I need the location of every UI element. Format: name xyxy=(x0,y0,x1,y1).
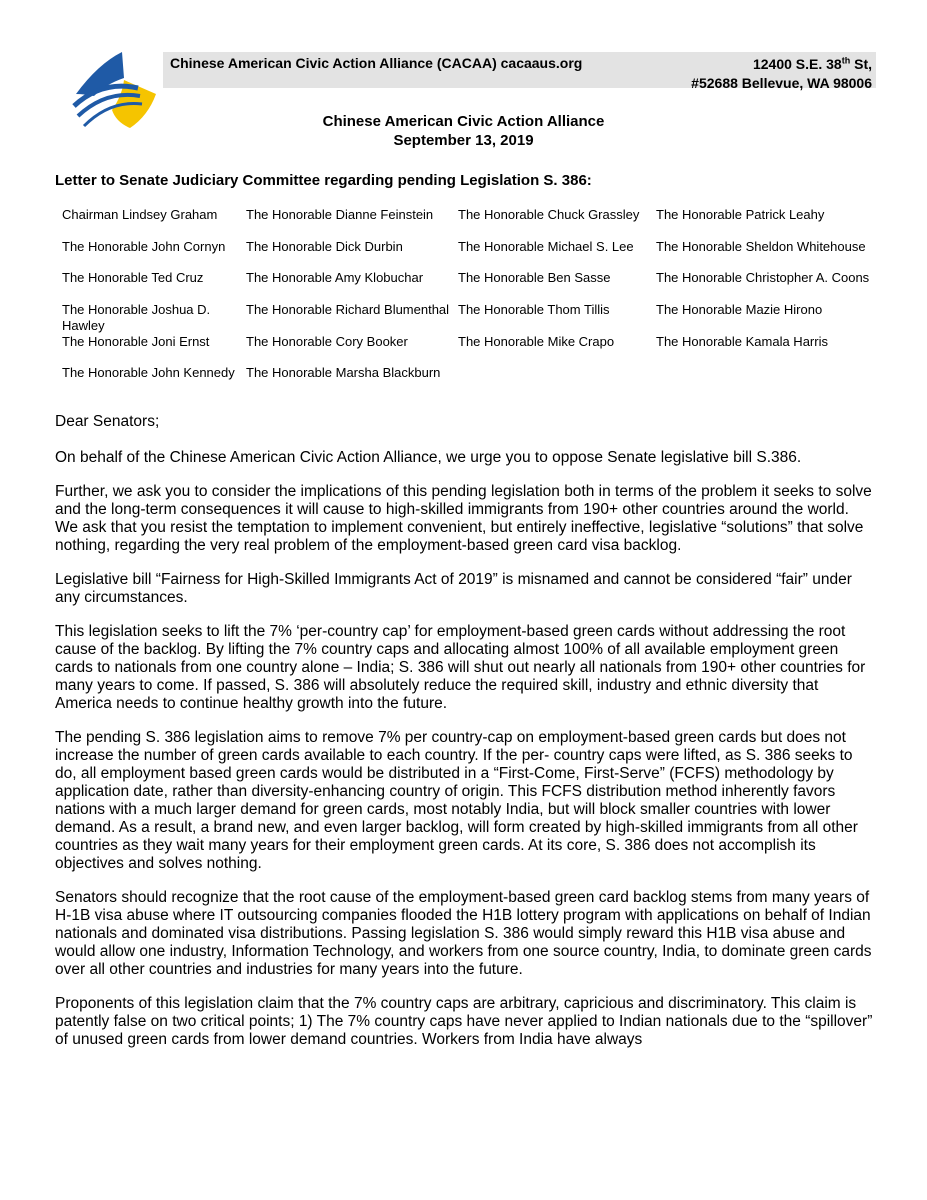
body-paragraph: Proponents of this legislation claim that the 7% country caps are arbitrary, capricious and discriminatory. This claim is patently false on two critical points; 1) The 7% country caps have never applied to Indian nationals due to the “spillover” of unused green cards from lower demand countries. Workers from India have always xyxy=(55,995,873,1048)
senator-name: The Honorable Ted Cruz xyxy=(62,270,204,285)
senator-name: The Honorable Chuck Grassley xyxy=(458,207,640,222)
title-org: Chinese American Civic Action Alliance xyxy=(322,113,605,130)
senator-row xyxy=(62,207,892,239)
senator-name: The Honorable Sheldon Whitehouse xyxy=(656,238,866,254)
senator-row xyxy=(62,239,892,271)
senator-name: The Honorable Dianne Feinstein xyxy=(246,207,434,222)
senator-name xyxy=(656,365,892,397)
senator-name: The Honorable Michael S. Lee xyxy=(458,238,634,254)
senator-name: The Honorable Dick Durbin xyxy=(246,238,403,254)
senator-name: The Honorable Cory Booker xyxy=(246,333,408,349)
letter-body xyxy=(55,413,875,1065)
letter-title xyxy=(0,112,927,150)
salutation: Dear Senators; xyxy=(55,413,160,430)
address-line-1: 12400 S.E. 38th St, xyxy=(752,55,872,72)
senator-row xyxy=(62,270,892,302)
senator-name: The Honorable Kamala Harris xyxy=(656,333,828,349)
body-paragraph: The pending S. 386 legislation aims to remove 7% per country-cap on employment-based green cards but does not increase the number of green cards available to each country. If the per- country caps were lifted, as S. 386 seeks to do, all employment based green cards would be distributed in a “First-Come, First-Serve” (FCFS) methodology by application date, rather than diversity-enhancing country of origin. This FCFS distribution method inherently favors nations with a much larger demand for green cards, most notably India, but will block smaller countries with lower demand. As a result, a brand new, and even larger backlog, will form created by high-skilled immigrants from all other countries as they wait many years for their employment green cards. At its core, S. 386 does not accomplish its objectives and solves nothing. xyxy=(55,729,858,872)
title-date: September 13, 2019 xyxy=(393,132,534,149)
letterhead-org-line: Chinese American Civic Action Alliance (CACAA) cacaaus.org xyxy=(170,55,583,71)
senator-name: The Honorable John Cornyn xyxy=(62,238,226,254)
senator-recipient-grid xyxy=(62,207,892,397)
letterhead-address xyxy=(691,55,872,93)
senator-name: The Honorable Richard Blumenthal xyxy=(246,301,450,317)
senator-name: The Honorable Amy Klobuchar xyxy=(246,270,424,285)
senator-name: The Honorable Joni Ernst xyxy=(62,333,210,349)
body-paragraph: On behalf of the Chinese American Civic Action Alliance, we urge you to oppose Senate legislative bill S.386. xyxy=(55,449,802,466)
senator-name: The Honorable Patrick Leahy xyxy=(656,207,825,222)
senator-row xyxy=(62,302,892,334)
senator-name: The Honorable Joshua D. Hawley xyxy=(62,301,211,333)
senator-name: Chairman Lindsey Graham xyxy=(62,207,218,222)
senator-name: The Honorable John Kennedy xyxy=(62,365,235,380)
body-paragraph: Senators should recognize that the root cause of the employment-based green card backlog stems from many years of H-1B visa abuse where IT outsourcing companies flooded the H1B lottery program with applications on behalf of Indian nationals and dominated visa distributions. Passing legislation S. 386 would simply reward this H1B visa abuse and would allow one industry, Information Technology, and workers from one source country, India, to dominate green cards over all other countries and industries for many years into the future. xyxy=(55,889,872,978)
body-paragraph: This legislation seeks to lift the 7% ‘per-country cap’ for employment-based green cards without addressing the root cause of the backlog. By lifting the 7% country caps and allocating almost 100% of all available employment green cards to nationals from one country alone – India; S. 386 will shut out nearly all nationals from 190+ other countries for many years to come. If passed, S. 386 will absolutely reduce the required skill, industry and ethnic diversity that America needs to continue healthy growth into the future. xyxy=(55,623,866,712)
body-paragraph: Legislative bill “Fairness for High-Skilled Immigrants Act of 2019” is misnamed and cannot be considered “fair” under any circumstances. xyxy=(55,571,852,606)
senator-name: The Honorable Ben Sasse xyxy=(458,270,611,285)
body-paragraph: Further, we ask you to consider the implications of this pending legislation both in terms of the problem it seeks to solve and the long-term consequences it will cause to high-skilled immigrants from 190+ other countries around the world. We ask that you resist the temptation to implement convenient, but entirely ineffective, legislative “solutions” that solve nothing, regarding the very real problem of the employment-based green card visa backlog. xyxy=(55,483,872,554)
senator-name xyxy=(458,365,656,397)
senator-name: The Honorable Christopher A. Coons xyxy=(656,270,870,285)
address-line-2: #52688 Bellevue, WA 98006 xyxy=(691,75,872,91)
senator-name: The Honorable Mazie Hirono xyxy=(656,301,823,317)
senator-name: The Honorable Marsha Blackburn xyxy=(246,365,441,380)
senator-row xyxy=(62,334,892,366)
letter-subject: Letter to Senate Judiciary Committee regarding pending Legislation S. 386: xyxy=(55,172,592,189)
senator-name: The Honorable Mike Crapo xyxy=(458,333,615,349)
senator-row xyxy=(62,365,892,397)
senator-name: The Honorable Thom Tillis xyxy=(458,301,610,317)
